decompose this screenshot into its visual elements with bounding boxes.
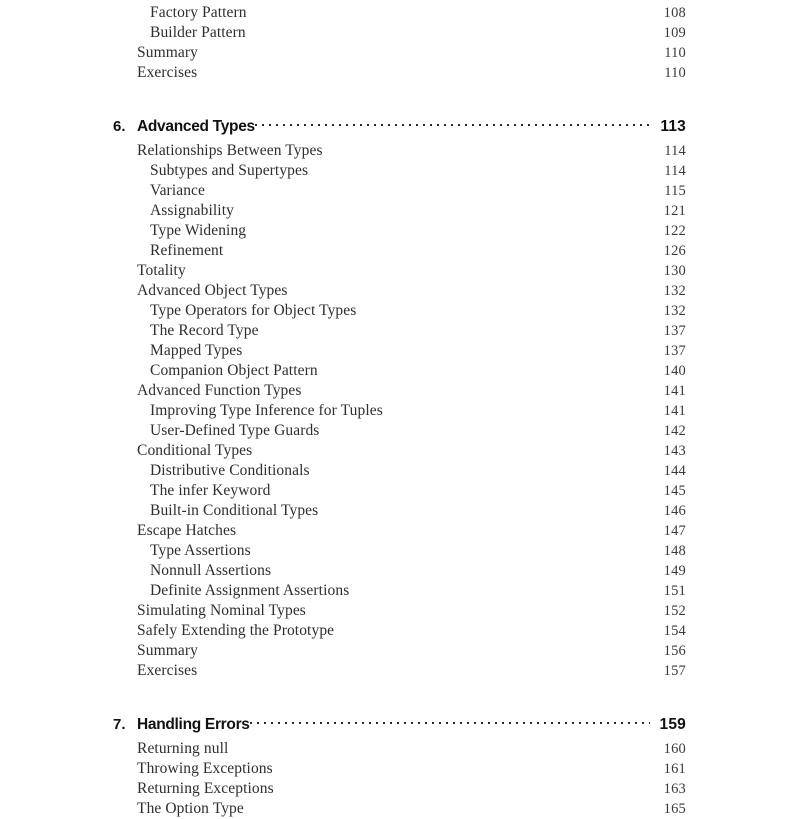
dot-leader <box>250 705 656 729</box>
toc-section-row[interactable] <box>0 615 800 639</box>
page-number: 137 <box>663 323 686 339</box>
page-number: 114 <box>664 143 686 159</box>
toc-section-row[interactable] <box>0 515 800 539</box>
dot-leader <box>288 275 652 295</box>
toc-chapter-row[interactable] <box>0 107 800 135</box>
dot-leader <box>252 435 652 455</box>
toc-subsection-row[interactable] <box>0 455 800 479</box>
dot-leader <box>318 495 652 515</box>
entry-title: Handling Errors <box>137 716 250 733</box>
toc-section-row[interactable] <box>0 753 800 777</box>
toc-section-row[interactable] <box>0 255 800 279</box>
chapter-number: 6. <box>113 118 126 135</box>
dot-leader <box>273 753 652 773</box>
toc-section-row[interactable] <box>0 733 800 757</box>
dot-leader <box>319 415 652 435</box>
page-number: 108 <box>663 5 686 21</box>
toc-section-row[interactable] <box>0 37 800 61</box>
dot-leader <box>205 175 652 195</box>
dot-leader <box>198 37 652 57</box>
toc-subsection-row[interactable] <box>0 555 800 579</box>
entry-title: Returning null <box>137 740 229 757</box>
toc-section-row[interactable] <box>0 773 800 797</box>
toc-subsection-row[interactable] <box>0 0 800 21</box>
entry-title: Refinement <box>150 242 224 259</box>
page-number: 154 <box>663 623 686 639</box>
entry-title: Subtypes and Supertypes <box>150 162 309 179</box>
entry-title: User-Defined Type Guards <box>150 422 320 439</box>
toc-subsection-row[interactable] <box>0 295 800 319</box>
page-number: 147 <box>663 523 686 539</box>
dot-leader <box>246 17 652 37</box>
dot-leader <box>334 615 652 635</box>
page-number: 132 <box>663 283 686 299</box>
toc-subsection-row[interactable] <box>0 235 800 259</box>
dot-leader <box>274 773 652 793</box>
toc-subsection-row[interactable] <box>0 315 800 339</box>
entry-title: Factory Pattern <box>150 4 247 21</box>
page-number: 141 <box>663 383 686 399</box>
toc-subsection-row[interactable] <box>0 355 800 379</box>
dot-leader <box>308 155 652 175</box>
entry-title: Escape Hatches <box>137 522 237 539</box>
page-number: 115 <box>664 183 686 199</box>
entry-title: Throwing Exceptions <box>137 760 273 777</box>
page-number: 142 <box>663 423 686 439</box>
dot-leader <box>302 375 652 395</box>
page-number: 163 <box>663 781 686 797</box>
page-number: 110 <box>664 65 686 81</box>
dot-leader <box>259 315 652 335</box>
page-number: 140 <box>663 363 686 379</box>
page-number: 109 <box>663 25 686 41</box>
entry-title: Totality <box>137 262 186 279</box>
page-number: 160 <box>663 741 686 757</box>
dot-leader <box>228 733 652 753</box>
toc-subsection-row[interactable] <box>0 495 800 519</box>
dot-leader <box>306 595 652 615</box>
dot-leader <box>242 335 652 355</box>
entry-title: Definite Assignment Assertions <box>150 582 350 599</box>
toc-section-row[interactable] <box>0 435 800 459</box>
dot-leader <box>310 455 652 475</box>
entry-title: Simulating Nominal Types <box>137 602 306 619</box>
page-number: 121 <box>663 203 686 219</box>
page-number: 161 <box>663 761 686 777</box>
dot-leader <box>271 555 652 575</box>
toc-chapter-row[interactable] <box>0 705 800 733</box>
entry-title: The Record Type <box>150 322 259 339</box>
dot-leader <box>186 255 652 275</box>
entry-title: Assignability <box>150 202 234 219</box>
dot-leader <box>246 215 652 235</box>
toc-subsection-row[interactable] <box>0 395 800 419</box>
entry-title: Relationships Between Types <box>137 142 323 159</box>
page-number: 165 <box>663 801 686 817</box>
toc-subsection-row[interactable] <box>0 17 800 41</box>
entry-title: Builder Pattern <box>150 24 246 41</box>
page-number: 143 <box>663 443 686 459</box>
entry-title: Exercises <box>137 662 198 679</box>
page-number: 132 <box>663 303 686 319</box>
toc-subsection-row[interactable] <box>0 335 800 359</box>
page-number: 146 <box>663 503 686 519</box>
entry-title: Returning Exceptions <box>137 780 274 797</box>
toc-subsection-row[interactable] <box>0 575 800 599</box>
page-number: 151 <box>663 583 686 599</box>
page-number: 141 <box>663 403 686 419</box>
toc-subsection-row[interactable] <box>0 155 800 179</box>
page-number: 110 <box>664 45 686 61</box>
chapter-number: 7. <box>113 716 126 733</box>
entry-title: Advanced Function Types <box>137 382 302 399</box>
dot-leader <box>255 107 656 131</box>
entry-title: Summary <box>137 44 198 61</box>
toc-subsection-row[interactable] <box>0 175 800 199</box>
toc-subsection-row[interactable] <box>0 535 800 559</box>
entry-title: The infer Keyword <box>150 482 271 499</box>
dot-leader <box>247 0 652 17</box>
toc-section-row[interactable] <box>0 793 800 817</box>
page-number: 114 <box>664 163 686 179</box>
toc-subsection-row[interactable] <box>0 475 800 499</box>
toc-section-row[interactable] <box>0 375 800 399</box>
entry-title: Advanced Object Types <box>137 282 288 299</box>
page-number: 126 <box>663 243 686 259</box>
toc-section-row[interactable] <box>0 275 800 299</box>
dot-leader <box>356 295 652 315</box>
page-number: 145 <box>663 483 686 499</box>
page-number: 148 <box>663 543 686 559</box>
entry-title: Exercises <box>137 64 198 81</box>
toc-section-row[interactable] <box>0 595 800 619</box>
entry-title: Advanced Types <box>137 118 255 135</box>
toc-section-row[interactable] <box>0 135 800 159</box>
entry-title: Improving Type Inference for Tuples <box>150 402 383 419</box>
toc-section-row[interactable] <box>0 655 800 679</box>
dot-leader <box>251 535 652 555</box>
toc-section-row[interactable] <box>0 635 800 659</box>
toc-subsection-row[interactable] <box>0 415 800 439</box>
page-number: 122 <box>663 223 686 239</box>
entry-title: Type Assertions <box>150 542 251 559</box>
toc-section-row[interactable] <box>0 57 800 81</box>
page-number: 113 <box>660 118 686 135</box>
entry-title: Nonnull Assertions <box>150 562 272 579</box>
dot-leader <box>383 395 652 415</box>
entry-title: Variance <box>150 182 206 199</box>
page-number: 144 <box>663 463 686 479</box>
entry-title: Summary <box>137 642 198 659</box>
dot-leader <box>223 235 652 255</box>
dot-leader <box>244 793 652 813</box>
page-number: 130 <box>663 263 686 279</box>
page-number: 152 <box>663 603 686 619</box>
entry-title: Type Operators for Object Types <box>150 302 357 319</box>
entry-title: Built-in Conditional Types <box>150 502 319 519</box>
page-number: 159 <box>659 716 686 733</box>
page-number: 156 <box>663 643 686 659</box>
entry-title: Mapped Types <box>150 342 243 359</box>
dot-leader <box>198 635 652 655</box>
dot-leader <box>349 575 652 595</box>
entry-title: Distributive Conditionals <box>150 462 310 479</box>
entry-title: Companion Object Pattern <box>150 362 318 379</box>
dot-leader <box>318 355 652 375</box>
page-number: 149 <box>663 563 686 579</box>
page-number: 137 <box>663 343 686 359</box>
dot-leader <box>197 57 652 77</box>
dot-leader <box>271 475 653 495</box>
entry-title: Type Widening <box>150 222 247 239</box>
toc-subsection-row[interactable] <box>0 195 800 219</box>
entry-title: The Option Type <box>137 800 244 817</box>
entry-title: Conditional Types <box>137 442 253 459</box>
dot-leader <box>323 135 652 155</box>
dot-leader <box>236 515 652 535</box>
dot-leader <box>197 655 652 675</box>
page-number: 157 <box>663 663 686 679</box>
toc-subsection-row[interactable] <box>0 215 800 239</box>
entry-title: Safely Extending the Prototype <box>137 622 335 639</box>
dot-leader <box>234 195 652 215</box>
